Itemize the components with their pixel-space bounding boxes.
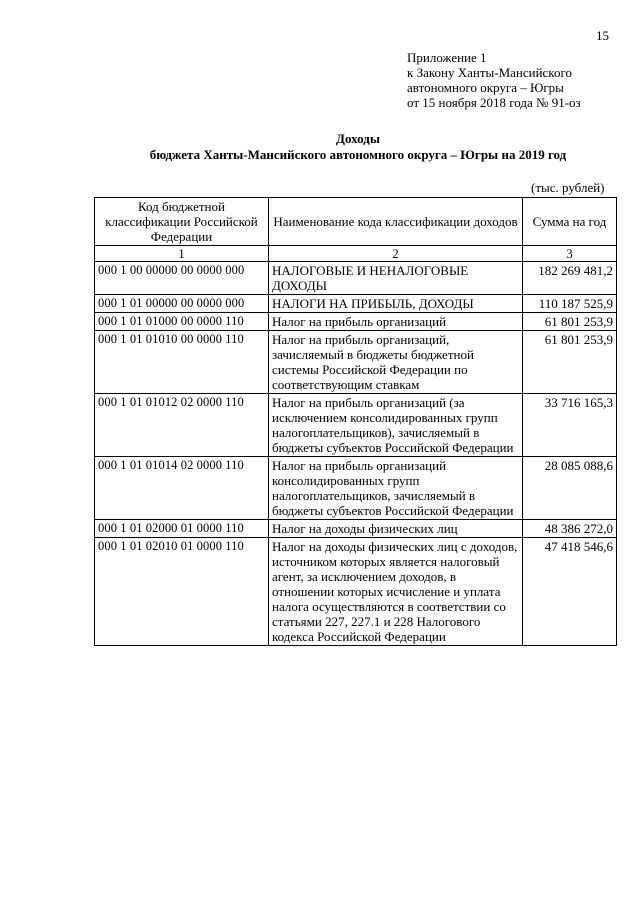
row-sum: 182 269 481,2 xyxy=(523,262,617,295)
table-header-row xyxy=(95,198,617,246)
table-row xyxy=(95,538,617,646)
row-name: НАЛОГИ НА ПРИБЫЛЬ, ДОХОДЫ xyxy=(269,295,523,313)
page-number: 15 xyxy=(596,28,609,43)
row-sum: 33 716 165,3 xyxy=(523,394,617,457)
revenue-table xyxy=(94,197,617,646)
row-name: НАЛОГОВЫЕ И НЕНАЛОГОВЫЕ ДОХОДЫ xyxy=(269,262,523,295)
row-name: Налог на прибыль организаций, зачисляемый в бюджеты бюджетной системы Российской Федерации по соответствующим ставкам xyxy=(269,331,523,394)
row-code: 000 1 01 01010 00 0000 110 xyxy=(95,331,269,394)
row-code: 000 1 00 00000 00 0000 000 xyxy=(95,262,269,295)
row-code: 000 1 01 01014 02 0000 110 xyxy=(95,457,269,520)
header-name: Наименование кода классификации доходов xyxy=(269,198,523,246)
table-row xyxy=(95,313,617,331)
row-sum: 110 187 525,9 xyxy=(523,295,617,313)
row-code: 000 1 01 02000 01 0000 110 xyxy=(95,520,269,538)
title-line: бюджета Ханты-Мансийского автономного округа – Югры на 2019 год xyxy=(149,147,567,162)
column-number: 3 xyxy=(523,246,617,262)
appendix-line: к Закону Ханты-Мансийского xyxy=(407,65,572,80)
row-sum: 47 418 546,6 xyxy=(523,538,617,646)
header-sum: Сумма на год xyxy=(523,198,617,246)
row-name: Налог на прибыль организаций (за исключением консолидированных групп налогоплательщиков), зачисляемый в бюджеты субъектов Российской Федерации xyxy=(269,394,523,457)
table-row xyxy=(95,331,617,394)
row-sum: 61 801 253,9 xyxy=(523,313,617,331)
table-row xyxy=(95,394,617,457)
table-row xyxy=(95,520,617,538)
row-name: Налог на доходы физических лиц с доходов, источником которых является налоговый агент, за исключением доходов, в отношении которых исчисление и уплата налога осуществляются в соответствии со статьями 227, 227.1 и 228 Налогового кодекса Российской Федерации xyxy=(269,538,523,646)
row-name: Налог на доходы физических лиц xyxy=(269,520,523,538)
row-sum: 48 386 272,0 xyxy=(523,520,617,538)
document-title xyxy=(93,131,623,163)
header-code: Код бюджетной классификации Российской Федерации xyxy=(95,198,269,246)
appendix-line: автономного округа – Югры xyxy=(407,80,564,95)
units-note: (тыс. рублей) xyxy=(531,180,605,195)
row-name: Налог на прибыль организаций xyxy=(269,313,523,331)
appendix-line: Приложение 1 xyxy=(407,50,487,65)
column-number-row xyxy=(95,246,617,262)
row-sum: 28 085 088,6 xyxy=(523,457,617,520)
row-code: 000 1 01 01000 00 0000 110 xyxy=(95,313,269,331)
appendix-line: от 15 ноября 2018 года № 91-оз xyxy=(407,95,581,110)
row-code: 000 1 01 01012 02 0000 110 xyxy=(95,394,269,457)
table-row xyxy=(95,457,617,520)
table-row xyxy=(95,262,617,295)
row-code: 000 1 01 02010 01 0000 110 xyxy=(95,538,269,646)
column-number: 1 xyxy=(95,246,269,262)
row-name: Налог на прибыль организаций консолидированных групп налогоплательщиков, зачисляемый в бюджеты субъектов Российской Федерации xyxy=(269,457,523,520)
table-row xyxy=(95,295,617,313)
column-number: 2 xyxy=(269,246,523,262)
row-code: 000 1 01 00000 00 0000 000 xyxy=(95,295,269,313)
appendix-reference xyxy=(407,50,581,110)
row-sum: 61 801 253,9 xyxy=(523,331,617,394)
title-line: Доходы xyxy=(336,131,380,146)
